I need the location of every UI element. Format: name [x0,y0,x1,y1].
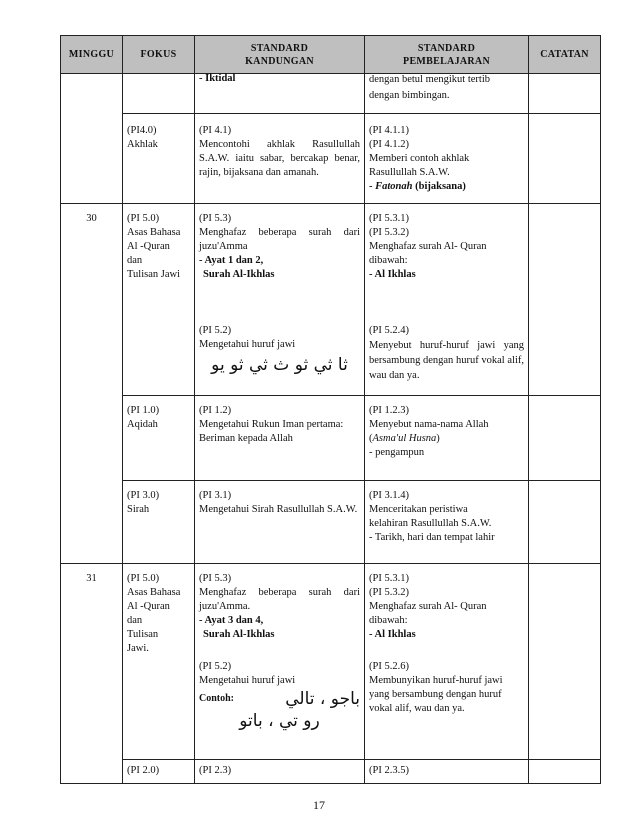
sp-asma-italic: Asma'ul Husna [372,433,437,444]
sp-cell [365,204,529,396]
sp-code: (PI 4.1.1) [369,125,409,136]
sp-cell [365,564,529,760]
minggu-cell [61,564,123,784]
sp-cell [365,114,529,204]
sp-line: Menghafaz surah Al- Quran [369,241,487,252]
sp-cell [365,74,529,114]
sk-text: - Iktidal [199,73,236,84]
catatan-cell [529,204,601,396]
sk-description: Menghafaz beberapa surah dari juzu'Amma. [199,587,360,612]
header-sk-line2: KANDUNGAN [245,55,314,67]
sp-line: Memberi contoh akhlak [369,153,470,164]
sp-emphasis-italic: Fatonah [375,181,413,192]
sp-surah: - Al Ikhlas [369,629,416,640]
minggu-cell [61,74,123,204]
fokus-cell [123,564,195,760]
fokus-name: Asas Bahasa [127,587,181,598]
sk-description: Mengetahui huruf jawi [199,675,296,686]
sk-code: (PI 5.3) [199,573,232,584]
sp-code: (PI 2.3.5) [369,765,409,776]
sp-code: (PI 5.3.1) [369,213,409,224]
week-number: 30 [86,213,97,224]
page-number: 17 [313,798,325,812]
fokus-name: Tulisan Jawi [127,269,180,280]
sk-code: (PI 1.2) [199,405,232,416]
fokus-cell [123,204,195,396]
header-standard-kandungan [195,36,365,74]
header-catatan: CATATAN [529,36,601,74]
fokus-cell [123,114,195,204]
header-minggu: MINGGU [61,36,123,74]
sp-cell [365,396,529,481]
sp-cell [365,481,529,564]
sk-cell [195,114,365,204]
fokus-name: Al -Quran [127,241,170,252]
week-number: 31 [86,573,97,584]
sp-code: (PI 5.3.2) [369,227,409,238]
lesson-plan-table [60,35,601,784]
sp-line: dengan bimbingan. [369,90,450,101]
fokus-name: Tulisan [127,629,159,640]
sk-cell [195,564,365,760]
table-row [61,564,601,760]
fokus-name: Asas Bahasa [127,227,181,238]
sp-code: (PI 4.1.2) [369,139,409,150]
jawi-example-2: رو تي ، باتو [239,711,320,731]
fokus-name: Al -Quran [127,601,170,612]
fokus-code: (PI 3.0) [127,490,160,501]
jawi-letters: ثا ثي ثو ث ثي ثو يو [211,355,348,375]
sp-emphasis-prefix: - [369,181,376,192]
sk-description: Menghafaz beberapa surah dari juzu'Amma [199,227,360,252]
jawi-example-1: باجو ، تالي [285,689,360,709]
sp-description: Membunyikan huruf-huruf jawi yang bersambung dengan huruf vokal alif, wau dan ya. [369,675,503,714]
sp-emphasis-rest: (bijaksana) [412,181,466,192]
sp-line: - Tarikh, hari dan tempat lahir [369,532,495,543]
catatan-cell [529,74,601,114]
header-standard-pembelajaran [365,36,529,74]
sk-code: (PI 5.2) [199,325,232,336]
sk-surah: Surah Al-Ikhlas [203,269,275,280]
fokus-code: (PI4.0) [127,125,157,136]
sk-surah: Surah Al-Ikhlas [203,629,275,640]
sk-description: Mengetahui Sirah Rasullullah S.A.W. [199,504,358,515]
sk-code: (PI 5.2) [199,661,232,672]
sp-line: dibawah: [369,255,408,266]
fokus-cell [123,760,195,784]
header-sp-line1: STANDARD [417,42,476,54]
fokus-code: (PI 1.0) [127,405,160,416]
sp-surah: - Al Ikhlas [369,269,416,280]
sk-description: Mengetahui Rukun Iman pertama: Beriman kepada Allah [199,419,344,444]
sk-cell [195,760,365,784]
fokus-code: (PI 5.0) [127,573,160,584]
catatan-cell [529,564,601,760]
sk-cell [195,396,365,481]
table-row [61,114,601,204]
sk-cell [195,481,365,564]
sp-code: (PI 3.1.4) [369,490,409,501]
fokus-name: dan [127,615,143,626]
sp-description: Menyebut nama-nama Allah [369,419,489,430]
header-sp-line2: PEMBELAJARAN [403,55,490,67]
fokus-cell [123,74,195,114]
sk-cell [195,204,365,396]
fokus-cell [123,396,195,481]
sp-line: kelahiran Rasullullah S.A.W. [369,518,492,529]
table-row [61,760,601,784]
catatan-cell [529,396,601,481]
table-row [61,74,601,114]
sk-description: Mengetahui huruf jawi [199,339,296,350]
fokus-cell [123,481,195,564]
sk-code: (PI 3.1) [199,490,232,501]
fokus-name: Aqidah [127,419,158,430]
sp-description: Menyebut huruf-huruf jawi yang bersambung dengan huruf vokal alif, wau dan ya. [369,340,524,381]
sp-line: dibawah: [369,615,408,626]
sk-code: (PI 2.3) [199,765,232,776]
catatan-cell [529,481,601,564]
table-row [61,204,601,396]
header-sk-line1: STANDARD [250,42,309,54]
sp-code: (PI 5.3.2) [369,587,409,598]
contoh-label: Contoh: [199,693,235,704]
sp-code: (PI 1.2.3) [369,405,409,416]
table-row [61,481,601,564]
sp-code: (PI 5.2.4) [369,325,409,336]
fokus-name: dan [127,255,143,266]
sk-code: (PI 5.3) [199,213,232,224]
fokus-code: (PI 2.0) [127,765,160,776]
header-row [61,36,601,74]
sk-ayat: - Ayat 1 dan 2, [199,255,264,266]
sk-cell [195,74,365,114]
sk-ayat: - Ayat 3 dan 4, [199,615,264,626]
sp-asma: (Asma'ul Husna) [369,433,440,444]
sp-code: (PI 5.3.1) [369,573,409,584]
catatan-cell [529,114,601,204]
sp-emphasis [369,180,524,194]
sp-line: dengan betul mengikut tertib [369,74,491,85]
sp-line: Menceritakan peristiwa [369,504,468,515]
sp-cell [365,760,529,784]
contoh-row [199,688,360,710]
table-row [61,396,601,481]
sp-line: Rasullullah S.A.W. [369,167,450,178]
fokus-code: (PI 5.0) [127,213,160,224]
sk-code: (PI 4.1) [199,125,232,136]
catatan-cell [529,760,601,784]
fokus-name: Akhlak [127,139,158,150]
fokus-name: Jawi. [127,643,149,654]
minggu-cell [61,204,123,564]
header-fokus: FOKUS [123,36,195,74]
fokus-name: Sirah [127,504,150,515]
sk-description: Mencontohi akhlak Rasullullah S.A.W. iaitu sabar, bercakap benar, rajin, bijaksana dan amanah. [199,139,360,178]
sp-line: - pengampun [369,447,425,458]
sp-line: Menghafaz surah Al- Quran [369,601,487,612]
sp-code: (PI 5.2.6) [369,661,409,672]
